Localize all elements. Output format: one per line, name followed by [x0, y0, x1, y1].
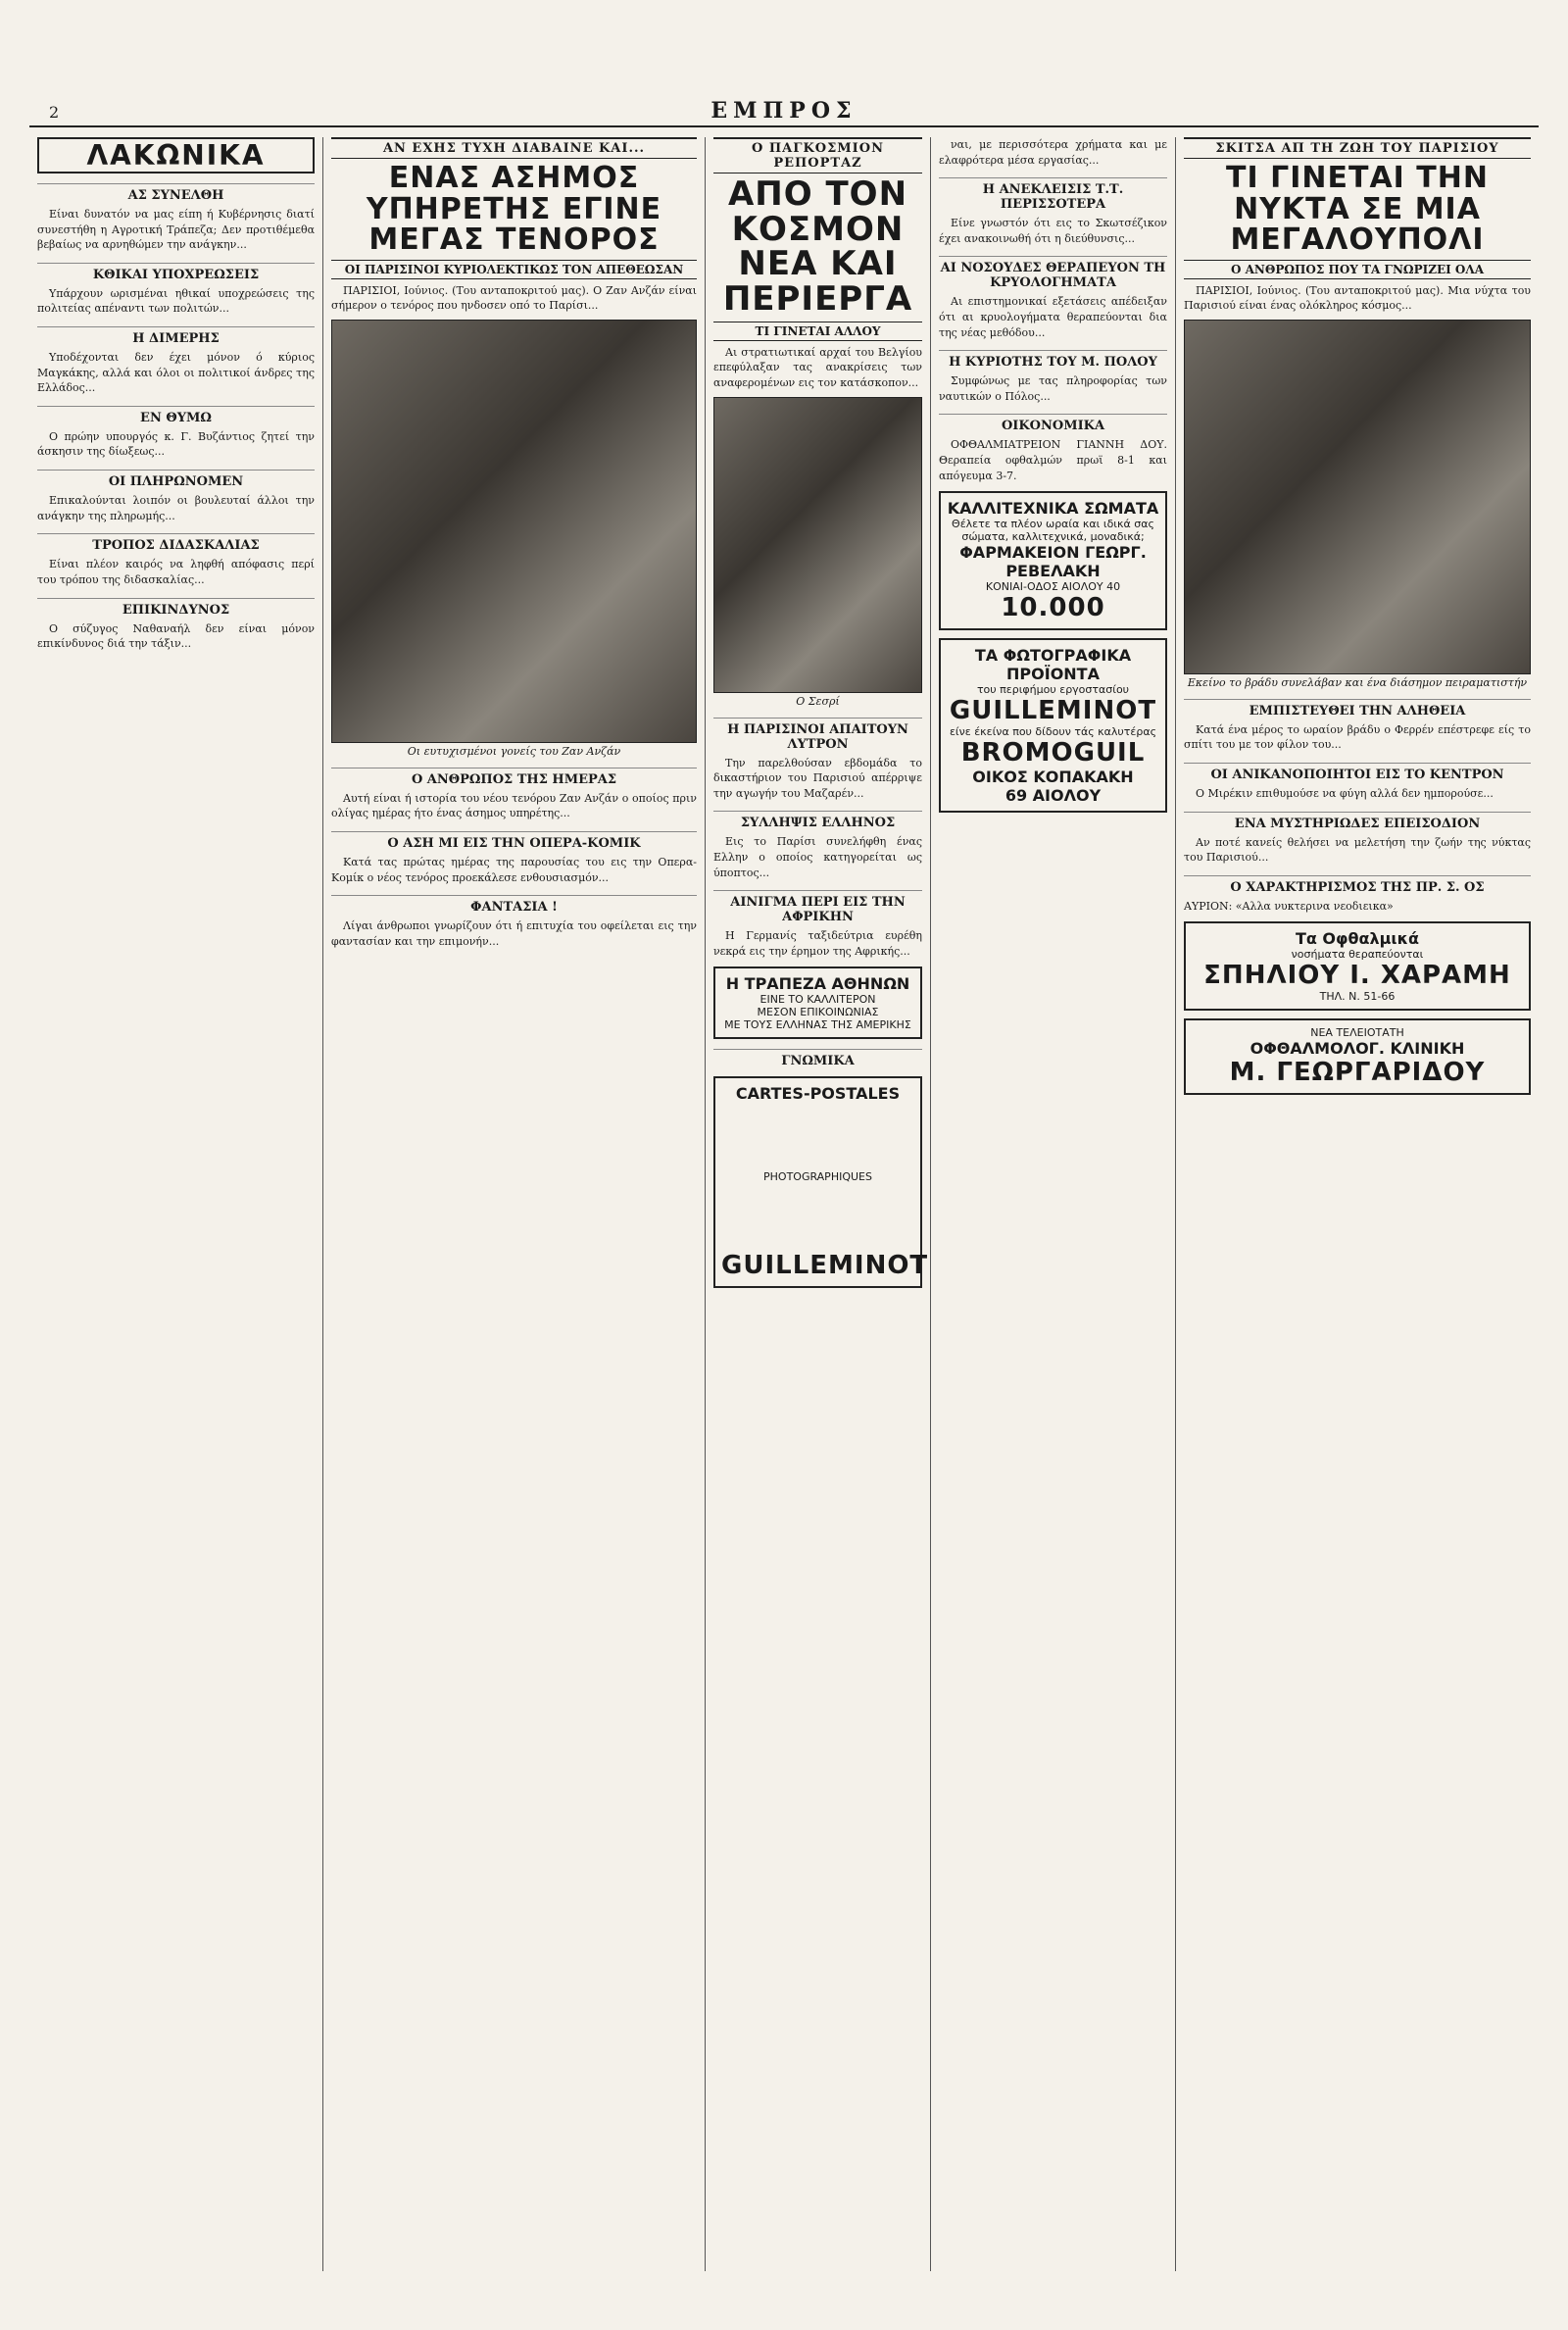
subhead-band: ΟΙ ΠΑΡΙΣΙΝΟΙ ΚΥΡΙΟΛΕΚΤΙΚΩΣ ΤΟΝ ΑΠΕΘΕΩΣΑΝ	[331, 260, 697, 279]
photo-caption: Ο Σεσρί	[796, 694, 840, 708]
article-body: Ο σύζυγος Ναθαναήλ δεν είναι μόνον επικίνδυνος διά την τάξιν...	[37, 621, 315, 651]
subheading: ΕΜΠΙΣΤΕΥΘΕΙ ΤΗΝ ΑΛΗΘΕΙΑ	[1184, 699, 1531, 719]
article-body: Είναι δυνατόν να μας είπη ή Κυβέρνησις διατί συνεστήθη η Αγροτική Τράπεζα; Δεν προτιθέμεθα βεβαίως να αρνηθώμεν την ανάγκην...	[37, 208, 315, 252]
headline: ΤΙ ΓΙΝΕΤΑΙ ΤΗΝ ΝΥΚΤΑ ΣΕ ΜΙΑ ΜΕΓΑΛΟΥΠΟΛΙ	[1226, 161, 1489, 257]
postcard-advertisement: CARTES-POSTALES PHOTOGRAPHIQUES GUILLEMINOT	[713, 1076, 922, 1288]
article-body: Υπάρχουν ωρισμέναι ηθικαί υποχρεώσεις της πολιτείας απέναντι των πολιτών...	[37, 286, 315, 316]
masthead	[29, 98, 1539, 127]
tenor-photo	[331, 320, 697, 743]
article-body: Αι στρατιωτικαί αρχαί του Βελγίου επεφύλαξαν τας ανακρίσεις των αναφερομένων εις τον κατάσκοπον...	[713, 345, 922, 389]
subheading: ΑΙ ΝΟΣΟΥΔΕΣ ΘΕΡΑΠΕΥΟΝ ΤΗ ΚΡΥΟΛΟΓΗΜΑΤΑ	[939, 256, 1167, 290]
subheading: Η ΚΥΡΙΟΤΗΣ ΤΟΥ Μ. ΠΟΛΟΥ	[939, 350, 1167, 370]
subheading: Ο ΧΑΡΑΚΤΗΡΙΣΜΟΣ ΤΗΣ ΠΡ. Σ. ΟΣ	[1184, 875, 1531, 895]
column-lakonika	[29, 137, 323, 2271]
article-body: Είνε γνωστόν ότι εις το Σκωτσέζικον έχει ανακοινωθή ότι η διεύθυνσις...	[939, 217, 1167, 245]
article-body: Εις το Παρίσι συνελήφθη ένας Ελλην ο οποίος κατηγορείται ως ύποπτος...	[713, 835, 922, 879]
photo-caption: Οι ευτυχισμένοι γονείς του Ζαν Ανζάν	[407, 744, 621, 758]
bank-advertisement: Η ΤΡΑΠΕΖΑ ΑΘΗΝΩΝ ΕΙΝΕ ΤΟ ΚΑΛΛΙΤΕΡΟΝ ΜΕΣΟΝ ΕΠΙΚΟΙΝΩΝΙΑΣ ΜΕ ΤΟΥΣ ΕΛΛΗΝΑΣ ΤΗΣ ΑΜΕΡΙΚΗΣ	[713, 967, 922, 1039]
article-body: Αν ποτέ κανείς θελήσει να μελετήση την ζωήν της νύκτας του Παρισιού...	[1184, 835, 1531, 865]
article-body: ΠΑΡΙΣΙΟΙ, Ιούνιος. (Του ανταποκριτού μας). Ο Ζαν Ανζάν είναι σήμερον ο τενόρος που ηνδοσεν οπό το Παρίσι...	[331, 283, 697, 313]
page-number: 2	[49, 103, 60, 122]
subhead-band: ΤΙ ΓΙΝΕΤΑΙ ΑΛΛΟΥ	[713, 322, 922, 341]
article-body: Είναι πλέον καιρός να ληφθή απόφασις περί του τρόπου της διδασκαλίας...	[37, 558, 315, 586]
article-body: ΟΦΘΑΛΜΙΑΤΡΕΙΟΝ ΓΙΑΝΝΗ ΔΟΥ. Θεραπεία οφθαλμών πρωϊ 8-1 και απόγευμα 3-7.	[939, 438, 1167, 482]
lakonika-header: ΛΑΚΩΝΙΚΑ	[37, 137, 315, 174]
article-body: Κατά ένα μέρος το ωραίον βράδυ ο Φερρέν επέστρεφε είς το σπίτι του με τον φίλον του...	[1184, 722, 1531, 752]
subheading: ΣΥΛΛΗΨΙΣ ΕΛΛΗΝΟΣ	[713, 811, 922, 830]
article-body: Την παρελθούσαν εβδομάδα το δικαστήριον του Παρισιού απέρριψε την αγωγήν του Μαζαρέν...	[713, 756, 922, 800]
subheading: ΓΝΩΜΙΚΑ	[713, 1049, 922, 1068]
article-body: ναι, με περισσότερα χρήματα και με ελαφρότερα μέσα εργασίας...	[939, 138, 1167, 167]
subhead-band: Ο ΑΝΘΡΩΠΟΣ ΠΟΥ ΤΑ ΓΝΩΡΙΖΕΙ ΟΛΑ	[1184, 260, 1531, 279]
subheading: ΟΙ ΑΝΙΚΑΝΟΠΟΙΗΤΟΙ ΕΙΣ ΤΟ ΚΕΝΤΡΟΝ	[1184, 763, 1531, 782]
night-photo	[1184, 320, 1531, 674]
headline: ΑΠΟ ΤΟΝ ΚΟΣΜΟΝ ΝΕΑ ΚΑΙ ΠΕΡΙΕΡΓΑ	[722, 174, 913, 320]
kicker: Ο ΠΑΓΚΟΣΜΙΟΝ ΡΕΠΟΡΤΑΖ	[713, 137, 922, 174]
subheading: ΟΙΚΟΝΟΜΙΚΑ	[939, 414, 1167, 433]
article-body: Υποδέχονται δεν έχει μόνον ό κύριος Μαγκάκης, αλλά και όλοι οι πολιτικοί άνδρες της Ελλάδος...	[37, 351, 315, 395]
subheading: ΕΠΙΚΙΝΔΥΝΟΣ	[37, 598, 315, 618]
column-world-news	[706, 137, 931, 2271]
headline: ΕΝΑΣ ΑΣΗΜΟΣ ΥΠΗΡΕΤΗΣ ΕΓΙΝΕ ΜΕΓΑΣ ΤΕΝΟΡΟΣ	[366, 161, 662, 257]
article-body: Αυτή είναι ή ιστορία του νέου τενόρου Ζαν Ανζάν ο οποίος πριν ολίγας ημέρας ήτο ένας άσημος υπηρέτης...	[331, 791, 697, 820]
bodies-advertisement: ΚΑΛΛΙΤΕΧΝΙΚΑ ΣΩΜΑΤΑ Θέλετε τα πλέον ωραία και ιδικά σας σώματα, καλλιτεχνικά, μοναδικά; ΦΑΡΜΑΚΕΙΟΝ ΓΕΩΡΓ. ΡΕΒΕΛΑΚΗ ΚΟΝΙΑΙ-ΟΔΟΣ ΑΙΟΛΟΥ 40 10.000	[939, 491, 1167, 630]
column-misc	[931, 137, 1176, 2271]
subheading: ΚΘΙΚΑΙ ΥΠΟΧΡΕΩΣΕΙΣ	[37, 263, 315, 282]
column-paris-night	[1176, 137, 1539, 2271]
subheading: ΑΙΝΙΓΜΑ ΠΕΡΙ ΕΙΣ ΤΗΝ ΑΦΡΙΚΗΝ	[713, 890, 922, 924]
tomorrow-note: ΑΥΡΙΟΝ: «Αλλα νυκτερινα νεοδιεικα»	[1184, 899, 1394, 913]
subheading: ΕΝΑ ΜΥΣΤΗΡΙΩΔΕΣ ΕΠΕΙΣΟΔΙΟΝ	[1184, 812, 1531, 831]
article-body: Κατά τας πρώτας ημέρας της παρουσίας του εις την Οπερα-Κομίκ ο νέος τενόρος προεκάλεσε ενθουσιασμόν...	[331, 855, 697, 884]
subheading: ΤΡΟΠΟΣ ΔΙΔΑΣΚΑΛΙΑΣ	[37, 533, 315, 553]
photo-caption: Εκείνο το βράδυ συνελάβαν και ένα διάσημον πειραματιστήν	[1187, 675, 1528, 689]
article-body: Ο πρώην υπουργός κ. Γ. Βυζάντιος ζητεί την άσκησιν της δίωξεως...	[37, 429, 315, 459]
ophthalmology-clinic-advertisement: ΝΕΑ ΤΕΛΕΙΟΤΑΤΗ ΟΦΘΑΛΜΟΛΟΓ. ΚΛΙΝΙΚΗ Μ. ΓΕΩΡΓΑΡΙΔΟΥ	[1184, 1018, 1531, 1095]
article-body: Η Γερμανίς ταξιδεύτρια ευρέθη νεκρά εις την έρημον της Αφρικής...	[713, 929, 922, 958]
article-body: Επικαλούνται λοιπόν οι βουλευταί άλλοι την ανάγκην της πληρωμής...	[37, 494, 315, 522]
kicker: ΑΝ ΕΧΗΣ ΤΥΧΗ ΔΙΑΒΑΙΝΕ ΚΑΙ...	[331, 137, 697, 159]
subheading: ΕΝ ΘΥΜΩ	[37, 406, 315, 425]
subheading: Ο ΑΣΗ ΜΙ ΕΙΣ ΤΗΝ ΟΠΕΡΑ-ΚΟΜΙΚ	[331, 831, 697, 851]
subheading: ΑΣ ΣΥΝΕΛΘΗ	[37, 183, 315, 203]
subheading: Ο ΑΝΘΡΩΠΟΣ ΤΗΣ ΗΜΕΡΑΣ	[331, 768, 697, 787]
article-body: ΠΑΡΙΣΙΟΙ, Ιούνιος. (Του ανταποκριτού μας). Μια νύχτα του Παρισιού είναι ένας ολόκληρος κόσμος...	[1184, 283, 1531, 313]
article-body: Αι επιστημονικαί εξετάσεις απέδειξαν ότι αι κρυολογήματα θεραπεύονται δια της νέας μεθόδου...	[939, 295, 1167, 339]
kicker: ΣΚΙΤΣΑ ΑΠ ΤΗ ΖΩΗ ΤΟΥ ΠΑΡΙΣΙΟΥ	[1184, 137, 1531, 159]
subheading: Η ΑΝΕΚΛΕΙΣΙΣ Τ.Τ. ΠΕΡΙΣΣΟΤΕΡΑ	[939, 177, 1167, 212]
column-tenor-story	[323, 137, 706, 2271]
eye-clinic-advertisement: Τα Οφθαλμικά νοσήματα θεραπεύονται ΣΠΗΛΙΟΥ Ι. ΧΑΡΑΜΗ ΤΗΛ. Ν. 51-66	[1184, 921, 1531, 1011]
newspaper-name: ΕΜΠΡΟΣ	[710, 98, 858, 124]
photo-products-advertisement: ΤΑ ΦΩΤΟΓΡΑΦΙΚΑ ΠΡΟΪΟΝΤΑ του περιφήμου εργοστασίου GUILLEMINOT είνε έκείνα που δίδουν τάς καλυτέρας BROMOGUIL ΟΙΚΟΣ ΚΟΠΑΚΑΚΗ 69 ΑΙΟΛΟΥ	[939, 638, 1167, 813]
subheading: Η ΔΙΜΕΡΗΣ	[37, 326, 315, 346]
article-body: Συμφώνως με τας πληροφορίας των ναυτικών ο Πόλος...	[939, 374, 1167, 403]
subheading: ΟΙ ΠΛΗΡΩΝΟΜΕΝ	[37, 470, 315, 489]
subheading: ΦΑΝΤΑΣΙΑ !	[331, 895, 697, 915]
portrait-photo	[713, 397, 922, 693]
article-body: Λίγαι άνθρωποι γνωρίζουν ότι ή επιτυχία του οφείλεται εις την φαντασίαν και την επιμονήν...	[331, 919, 697, 948]
article-body: Ο Μιρέκιν επιθυμούσε να φύγη αλλά δεν ημπορούσε...	[1196, 786, 1494, 800]
subheading: Η ΠΑΡΙΣΙΝΟΙ ΑΠΑΙΤΟΥΝ ΛΥΤΡΟΝ	[713, 718, 922, 752]
